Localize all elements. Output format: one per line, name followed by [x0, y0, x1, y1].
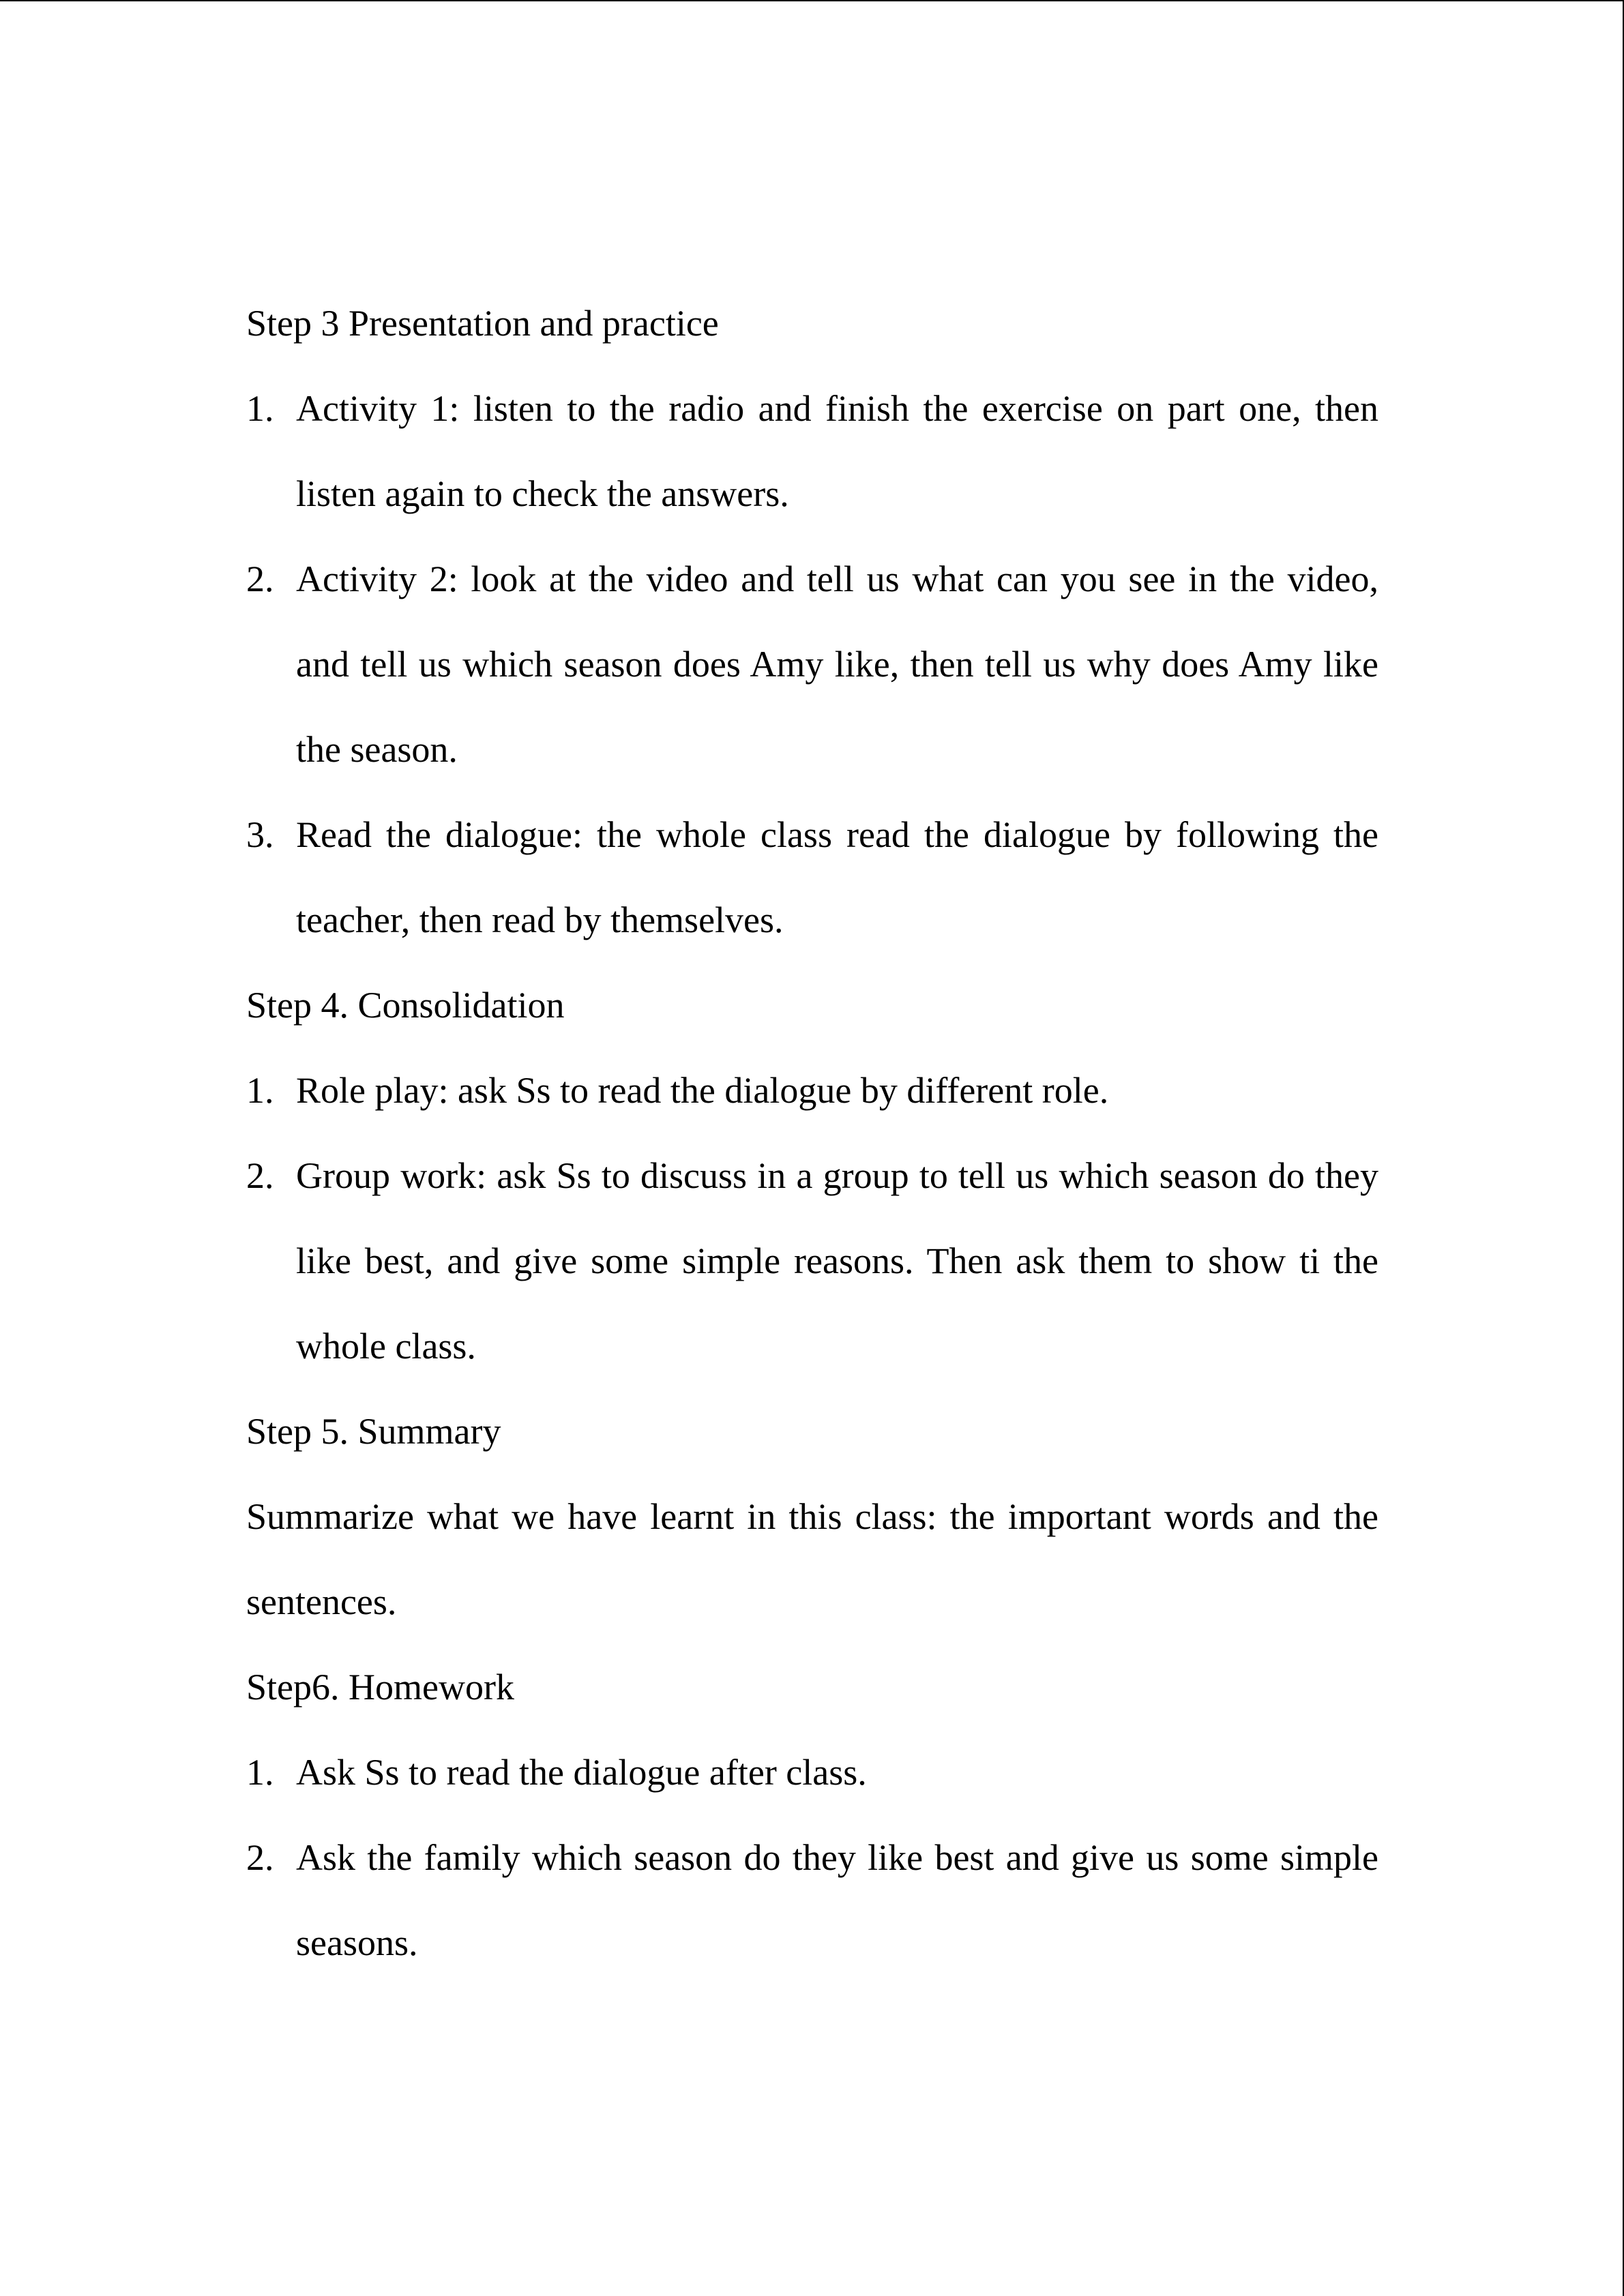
list-text: Role play: ask Ss to read the dialogue by different role. — [296, 1070, 1109, 1111]
step5-heading: Step 5. Summary — [246, 1411, 501, 1452]
step3-heading: Step 3 Presentation and practice — [246, 303, 719, 344]
list-number: 1. — [246, 1752, 274, 1793]
document-body — [246, 281, 1378, 1986]
list-text: Activity 2: look at the video and tell us what can you see in the video, and tell us which season does Amy like, then tell us why does Amy like the season. — [296, 558, 1378, 770]
list-number: 2. — [246, 1837, 274, 1878]
step6-heading: Step6. Homework — [246, 1667, 514, 1708]
list-item — [246, 792, 1378, 963]
list-text: Ask Ss to read the dialogue after class. — [296, 1752, 867, 1793]
list-text: Ask the family which season do they like best and give us some simple seasons. — [296, 1837, 1378, 1963]
list-number: 3. — [246, 814, 274, 855]
list-number: 1. — [246, 1070, 274, 1111]
list-text: Read the dialogue: the whole class read the dialogue by following the teacher, then read by themselves. — [296, 814, 1378, 940]
list-text: Activity 1: listen to the radio and finish the exercise on part one, then listen again to check the answers. — [296, 388, 1378, 514]
list-number: 1. — [246, 388, 274, 429]
list-item — [246, 1730, 1378, 1815]
list-item — [246, 537, 1378, 792]
list-item — [246, 366, 1378, 537]
list-number: 2. — [246, 1155, 274, 1196]
list-number: 2. — [246, 558, 274, 599]
list-item — [246, 1048, 1378, 1133]
summary-paragraph: Summarize what we have learnt in this class: the important words and the sentences. — [246, 1496, 1378, 1622]
list-item — [246, 1133, 1378, 1389]
list-item — [246, 1815, 1378, 1986]
list-text: Group work: ask Ss to discuss in a group to tell us which season do they like best, and give some simple reasons. Then ask them to show ti the whole class. — [296, 1155, 1378, 1367]
step4-heading: Step 4. Consolidation — [246, 985, 565, 1026]
